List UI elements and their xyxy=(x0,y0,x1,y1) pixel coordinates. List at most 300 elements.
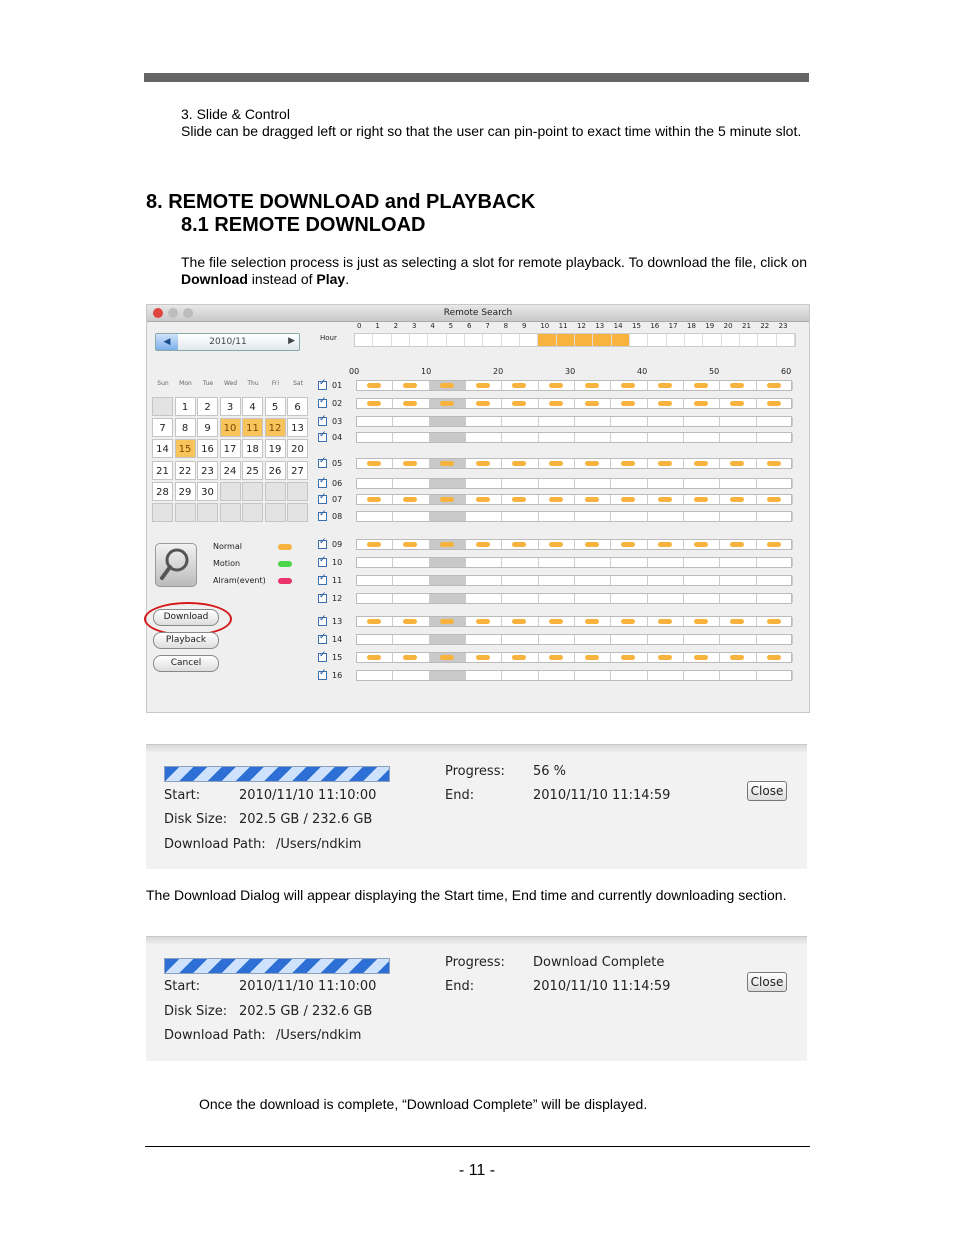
hour-tick-label: 5 xyxy=(448,322,454,330)
calendar-day[interactable]: 2 xyxy=(197,397,218,416)
channel-checkbox[interactable] xyxy=(318,635,327,644)
calendar-day[interactable]: 13 xyxy=(287,418,308,437)
recording-marker xyxy=(730,383,744,388)
hour-tick-label: 20 xyxy=(723,322,733,330)
channel-checkbox[interactable] xyxy=(318,617,327,626)
mid-paragraph: The Download Dialog will appear displaying the Start time, End time and currently downloading section. xyxy=(146,887,787,903)
minute-tick-label: 40 xyxy=(637,367,648,376)
recording-marker xyxy=(476,383,490,388)
channel-checkbox[interactable] xyxy=(318,433,327,442)
channel-track[interactable] xyxy=(356,652,792,663)
section-3-title: 3. Slide & Control xyxy=(181,106,290,122)
time-slot[interactable] xyxy=(684,558,720,567)
calendar-day[interactable]: 15 xyxy=(175,439,196,458)
time-slot[interactable] xyxy=(575,479,611,488)
channel-label: 02 xyxy=(332,399,343,408)
time-slot[interactable] xyxy=(757,558,793,567)
channel-label: 11 xyxy=(332,576,343,585)
time-slot[interactable] xyxy=(720,635,756,644)
calendar-day[interactable]: 19 xyxy=(265,439,286,458)
weekday-label: Tue xyxy=(202,380,214,387)
recording-marker xyxy=(694,497,708,502)
recording-marker xyxy=(367,542,381,547)
recording-marker xyxy=(403,401,417,406)
time-slot[interactable] xyxy=(611,671,647,680)
calendar-day[interactable]: 24 xyxy=(220,461,241,480)
hour-cell[interactable] xyxy=(447,334,465,346)
page-number: - 11 - xyxy=(458,1162,496,1179)
time-slot[interactable] xyxy=(393,558,429,567)
recording-marker xyxy=(767,401,781,406)
time-slot[interactable] xyxy=(648,479,684,488)
recording-marker xyxy=(621,497,635,502)
recording-marker xyxy=(440,461,454,466)
hour-tick-label: 22 xyxy=(760,322,770,330)
recording-marker xyxy=(512,401,526,406)
time-slot[interactable] xyxy=(648,433,684,442)
time-slot[interactable] xyxy=(539,417,575,426)
time-slot[interactable] xyxy=(357,671,393,680)
time-slot[interactable] xyxy=(539,433,575,442)
hour-cell[interactable] xyxy=(428,334,446,346)
time-slot[interactable] xyxy=(648,558,684,567)
time-slot[interactable] xyxy=(648,635,684,644)
hour-cell[interactable] xyxy=(593,334,611,346)
time-slot[interactable] xyxy=(611,635,647,644)
recording-marker xyxy=(440,383,454,388)
disk-size-value: 202.5 GB / 232.6 GB xyxy=(239,1004,373,1019)
time-slot[interactable] xyxy=(611,594,647,603)
magnifier-icon xyxy=(155,543,197,587)
hour-cell[interactable] xyxy=(630,334,648,346)
time-slot[interactable] xyxy=(720,512,756,521)
calendar-empty-cell xyxy=(287,503,308,522)
time-slot[interactable] xyxy=(720,576,756,585)
calendar-day[interactable]: 25 xyxy=(242,461,263,480)
time-slot[interactable] xyxy=(757,433,793,442)
hour-cell[interactable] xyxy=(355,334,373,346)
disk-size-label: Disk Size: xyxy=(164,1004,228,1019)
download-dialog-complete xyxy=(146,936,807,1061)
hour-cell[interactable] xyxy=(410,334,428,346)
calendar-day[interactable]: 1 xyxy=(175,397,196,416)
channel-checkbox[interactable] xyxy=(318,459,327,468)
download-button[interactable]: Download xyxy=(153,609,219,626)
minute-tick-label: 60 xyxy=(781,367,792,376)
time-slot[interactable] xyxy=(502,594,538,603)
time-slot[interactable] xyxy=(684,635,720,644)
disk-size-label: Disk Size: xyxy=(164,812,228,827)
time-slot[interactable] xyxy=(575,417,611,426)
time-slot[interactable] xyxy=(611,479,647,488)
time-slot[interactable] xyxy=(357,433,393,442)
hour-tick-label: 15 xyxy=(632,322,641,330)
time-slot[interactable] xyxy=(757,479,793,488)
time-slot[interactable] xyxy=(393,594,429,603)
time-slot[interactable] xyxy=(393,635,429,644)
time-slot[interactable] xyxy=(502,417,538,426)
time-slot[interactable] xyxy=(757,576,793,585)
channel-checkbox[interactable] xyxy=(318,594,327,603)
recording-marker xyxy=(403,383,417,388)
hour-tick-label: 11 xyxy=(558,322,568,330)
time-slot[interactable] xyxy=(575,558,611,567)
hour-cell[interactable] xyxy=(520,334,538,346)
time-slot[interactable] xyxy=(539,479,575,488)
channel-track[interactable] xyxy=(356,634,792,645)
calendar-day[interactable]: 21 xyxy=(152,461,173,480)
calendar-day[interactable]: 26 xyxy=(265,461,286,480)
calendar-empty-cell xyxy=(152,397,173,416)
time-slot[interactable] xyxy=(539,512,575,521)
time-slot[interactable] xyxy=(502,671,538,680)
channel-track[interactable] xyxy=(356,458,792,469)
recording-marker xyxy=(403,461,417,466)
time-slot[interactable] xyxy=(393,433,429,442)
recording-marker xyxy=(403,619,417,624)
start-label: Start: xyxy=(164,788,201,803)
channel-checkbox[interactable] xyxy=(318,512,327,521)
time-slot[interactable] xyxy=(502,576,538,585)
hour-cell[interactable] xyxy=(758,334,776,346)
time-slot[interactable] xyxy=(611,433,647,442)
remote-search-window xyxy=(146,304,810,713)
header-rule xyxy=(144,73,809,82)
time-slot[interactable] xyxy=(539,558,575,567)
channel-checkbox[interactable] xyxy=(318,576,327,585)
time-slot[interactable] xyxy=(684,512,720,521)
end-value: 2010/11/10 11:14:59 xyxy=(533,788,671,803)
time-slot[interactable] xyxy=(757,635,793,644)
channel-track[interactable] xyxy=(356,416,792,427)
hour-cell[interactable] xyxy=(667,334,685,346)
time-slot[interactable] xyxy=(575,576,611,585)
time-slot[interactable] xyxy=(357,479,393,488)
recording-marker xyxy=(658,401,672,406)
time-slot[interactable] xyxy=(466,433,502,442)
time-slot[interactable] xyxy=(393,576,429,585)
time-slot[interactable] xyxy=(502,433,538,442)
playback-button[interactable]: Playback xyxy=(153,632,219,649)
calendar-day[interactable]: 7 xyxy=(152,418,173,437)
hour-cell[interactable] xyxy=(777,334,795,346)
section-3-body: Slide can be dragged left or right so that the user can pin-point to exact time within the 5 minute slot. xyxy=(181,123,802,139)
hour-cell[interactable] xyxy=(648,334,666,346)
channel-label: 09 xyxy=(332,540,343,549)
end-label: End: xyxy=(445,979,475,994)
recording-marker xyxy=(730,401,744,406)
time-slot[interactable] xyxy=(720,417,756,426)
hour-tick-label: 7 xyxy=(485,322,490,330)
time-slot[interactable] xyxy=(757,417,793,426)
time-slot[interactable] xyxy=(466,635,502,644)
progress-bar xyxy=(164,958,390,974)
channel-track[interactable] xyxy=(356,398,792,409)
time-slot[interactable] xyxy=(357,417,393,426)
time-slot[interactable] xyxy=(575,594,611,603)
end-label: End: xyxy=(445,788,475,803)
recording-marker xyxy=(585,383,599,388)
recording-marker xyxy=(730,542,744,547)
recording-marker xyxy=(549,461,563,466)
recording-marker xyxy=(694,655,708,660)
recording-marker xyxy=(549,383,563,388)
time-slot[interactable] xyxy=(757,594,793,603)
channel-track[interactable] xyxy=(356,593,792,604)
time-slot[interactable] xyxy=(720,433,756,442)
time-slot[interactable] xyxy=(430,594,466,603)
calendar-day[interactable]: 23 xyxy=(197,461,218,480)
close-button[interactable]: Close xyxy=(747,972,787,992)
time-slot[interactable] xyxy=(430,479,466,488)
cancel-button[interactable]: Cancel xyxy=(153,655,219,672)
calendar-day[interactable]: 17 xyxy=(220,439,241,458)
channel-checkbox[interactable] xyxy=(318,479,327,488)
hour-bar[interactable] xyxy=(354,333,796,347)
bottom-paragraph: Once the download is complete, “Download Complete” will be displayed. xyxy=(199,1096,648,1112)
recording-marker xyxy=(694,461,708,466)
hour-cell[interactable] xyxy=(575,334,593,346)
time-slot[interactable] xyxy=(757,512,793,521)
channel-checkbox[interactable] xyxy=(318,495,327,504)
time-slot[interactable] xyxy=(502,479,538,488)
channel-track[interactable] xyxy=(356,670,792,681)
time-slot[interactable] xyxy=(466,512,502,521)
time-slot[interactable] xyxy=(393,512,429,521)
calendar-day[interactable]: 6 xyxy=(287,397,308,416)
calendar-day[interactable]: 14 xyxy=(152,439,173,458)
time-slot[interactable] xyxy=(466,671,502,680)
calendar-day[interactable]: 28 xyxy=(152,482,173,501)
hour-tick-label: 16 xyxy=(650,322,660,330)
recording-marker xyxy=(730,655,744,660)
time-slot[interactable] xyxy=(575,671,611,680)
hour-cell[interactable] xyxy=(612,334,630,346)
hour-cell[interactable] xyxy=(373,334,391,346)
recording-marker xyxy=(767,383,781,388)
calendar-day[interactable]: 5 xyxy=(265,397,286,416)
time-slot[interactable] xyxy=(611,417,647,426)
recording-marker xyxy=(585,542,599,547)
time-slot[interactable] xyxy=(430,635,466,644)
time-slot[interactable] xyxy=(466,417,502,426)
time-slot[interactable] xyxy=(757,671,793,680)
channel-track[interactable] xyxy=(356,511,792,522)
recording-marker xyxy=(730,497,744,502)
time-slot[interactable] xyxy=(393,417,429,426)
calendar-empty-cell xyxy=(265,482,286,501)
time-slot[interactable] xyxy=(430,512,466,521)
calendar-day[interactable]: 18 xyxy=(242,439,263,458)
time-slot[interactable] xyxy=(684,417,720,426)
channel-track[interactable] xyxy=(356,478,792,489)
time-slot[interactable] xyxy=(684,671,720,680)
channel-track[interactable] xyxy=(356,575,792,586)
channel-checkbox[interactable] xyxy=(318,381,327,390)
channel-checkbox[interactable] xyxy=(318,399,327,408)
time-slot[interactable] xyxy=(575,433,611,442)
calendar-day[interactable]: 3 xyxy=(220,397,241,416)
calendar-day[interactable]: 10 xyxy=(220,418,241,437)
hour-cell[interactable] xyxy=(502,334,520,346)
channel-checkbox[interactable] xyxy=(318,653,327,662)
hour-cell[interactable] xyxy=(538,334,556,346)
download-path-value: /Users/ndkim xyxy=(276,1028,362,1043)
calendar-day[interactable]: 12 xyxy=(265,418,286,437)
calendar-day[interactable]: 29 xyxy=(175,482,196,501)
hour-tick-label: 9 xyxy=(522,322,527,330)
end-value: 2010/11/10 11:14:59 xyxy=(533,979,671,994)
time-slot[interactable] xyxy=(357,576,393,585)
time-slot[interactable] xyxy=(648,576,684,585)
recording-marker xyxy=(476,461,490,466)
hour-cell[interactable] xyxy=(685,334,703,346)
hour-cell[interactable] xyxy=(483,334,501,346)
recording-marker xyxy=(585,401,599,406)
time-slot[interactable] xyxy=(648,512,684,521)
time-slot[interactable] xyxy=(611,558,647,567)
time-slot[interactable] xyxy=(720,558,756,567)
download-path-value: /Users/ndkim xyxy=(276,837,362,852)
time-slot[interactable] xyxy=(539,635,575,644)
recording-marker xyxy=(440,542,454,547)
recording-marker xyxy=(730,461,744,466)
calendar-day[interactable]: 30 xyxy=(197,482,218,501)
channel-label: 07 xyxy=(332,495,343,504)
time-slot[interactable] xyxy=(393,671,429,680)
time-slot[interactable] xyxy=(430,576,466,585)
time-slot[interactable] xyxy=(357,558,393,567)
hour-cell[interactable] xyxy=(557,334,575,346)
time-slot[interactable] xyxy=(648,417,684,426)
time-slot[interactable] xyxy=(357,594,393,603)
calendar-day[interactable]: 9 xyxy=(197,418,218,437)
recording-marker xyxy=(549,655,563,660)
channel-track[interactable] xyxy=(356,380,792,391)
time-slot[interactable] xyxy=(648,594,684,603)
time-slot[interactable] xyxy=(393,479,429,488)
intro-text-3: . xyxy=(345,271,350,287)
legend-swatch xyxy=(278,578,292,584)
recording-marker xyxy=(440,619,454,624)
prev-month-button[interactable]: ◀ xyxy=(156,334,178,350)
close-button[interactable]: Close xyxy=(747,781,787,801)
start-value: 2010/11/10 11:10:00 xyxy=(239,788,377,803)
channel-track[interactable] xyxy=(356,432,792,443)
channel-label: 16 xyxy=(332,671,343,680)
hour-cell[interactable] xyxy=(465,334,483,346)
next-month-button[interactable]: ▶ xyxy=(288,336,295,346)
time-slot[interactable] xyxy=(466,576,502,585)
channel-checkbox[interactable] xyxy=(318,540,327,549)
time-slot[interactable] xyxy=(611,576,647,585)
progress-value: Download Complete xyxy=(533,955,665,970)
hour-tick-label: 2 xyxy=(393,322,399,330)
calendar-day[interactable]: 16 xyxy=(197,439,218,458)
calendar-day[interactable]: 20 xyxy=(287,439,308,458)
time-slot[interactable] xyxy=(720,594,756,603)
hour-label: Hour xyxy=(320,334,337,342)
time-slot[interactable] xyxy=(720,479,756,488)
time-slot[interactable] xyxy=(430,671,466,680)
hour-cell[interactable] xyxy=(740,334,758,346)
time-slot[interactable] xyxy=(430,417,466,426)
hour-cell[interactable] xyxy=(703,334,721,346)
time-slot[interactable] xyxy=(684,594,720,603)
calendar-day[interactable]: 11 xyxy=(242,418,263,437)
time-slot[interactable] xyxy=(539,576,575,585)
hour-cell[interactable] xyxy=(722,334,740,346)
recording-marker xyxy=(403,497,417,502)
download-path-label: Download Path: xyxy=(164,837,266,852)
time-slot[interactable] xyxy=(430,558,466,567)
time-slot[interactable] xyxy=(502,512,538,521)
time-slot[interactable] xyxy=(575,512,611,521)
calendar-day[interactable]: 22 xyxy=(175,461,196,480)
time-slot[interactable] xyxy=(720,671,756,680)
recording-marker xyxy=(767,619,781,624)
recording-marker xyxy=(476,542,490,547)
hour-tick-label: 0 xyxy=(357,322,362,330)
time-slot[interactable] xyxy=(684,576,720,585)
weekday-label: Thu xyxy=(247,380,259,387)
recording-marker xyxy=(440,401,454,406)
time-slot[interactable] xyxy=(684,433,720,442)
time-slot[interactable] xyxy=(684,479,720,488)
time-slot[interactable] xyxy=(539,594,575,603)
recording-marker xyxy=(694,542,708,547)
time-slot[interactable] xyxy=(648,671,684,680)
calendar-empty-cell xyxy=(220,503,241,522)
main-heading: 8. REMOTE DOWNLOAD and PLAYBACK xyxy=(146,191,536,213)
time-slot[interactable] xyxy=(357,635,393,644)
time-slot[interactable] xyxy=(466,594,502,603)
minute-tick-label: 00 xyxy=(349,367,360,376)
time-slot[interactable] xyxy=(611,512,647,521)
recording-marker xyxy=(767,497,781,502)
recording-marker xyxy=(476,497,490,502)
calendar-day[interactable]: 27 xyxy=(287,461,308,480)
minute-tick-label: 20 xyxy=(493,367,504,376)
recording-marker xyxy=(476,401,490,406)
channel-checkbox[interactable] xyxy=(318,417,327,426)
calendar-day[interactable]: 8 xyxy=(175,418,196,437)
channel-track[interactable] xyxy=(356,494,792,505)
channel-track[interactable] xyxy=(356,557,792,568)
recording-marker xyxy=(767,542,781,547)
legend-swatch xyxy=(278,544,292,550)
time-slot[interactable] xyxy=(502,558,538,567)
time-slot[interactable] xyxy=(466,558,502,567)
calendar-day[interactable]: 4 xyxy=(242,397,263,416)
time-slot[interactable] xyxy=(430,433,466,442)
time-slot[interactable] xyxy=(357,512,393,521)
recording-marker xyxy=(367,401,381,406)
channel-track[interactable] xyxy=(356,616,792,627)
channel-track[interactable] xyxy=(356,539,792,550)
time-slot[interactable] xyxy=(575,635,611,644)
time-slot[interactable] xyxy=(466,479,502,488)
channel-checkbox[interactable] xyxy=(318,671,327,680)
recording-marker xyxy=(549,401,563,406)
channel-label: 01 xyxy=(332,381,343,390)
recording-marker xyxy=(621,619,635,624)
time-slot[interactable] xyxy=(502,635,538,644)
recording-marker xyxy=(658,497,672,502)
hour-cell[interactable] xyxy=(392,334,410,346)
channel-checkbox[interactable] xyxy=(318,558,327,567)
time-slot[interactable] xyxy=(539,671,575,680)
